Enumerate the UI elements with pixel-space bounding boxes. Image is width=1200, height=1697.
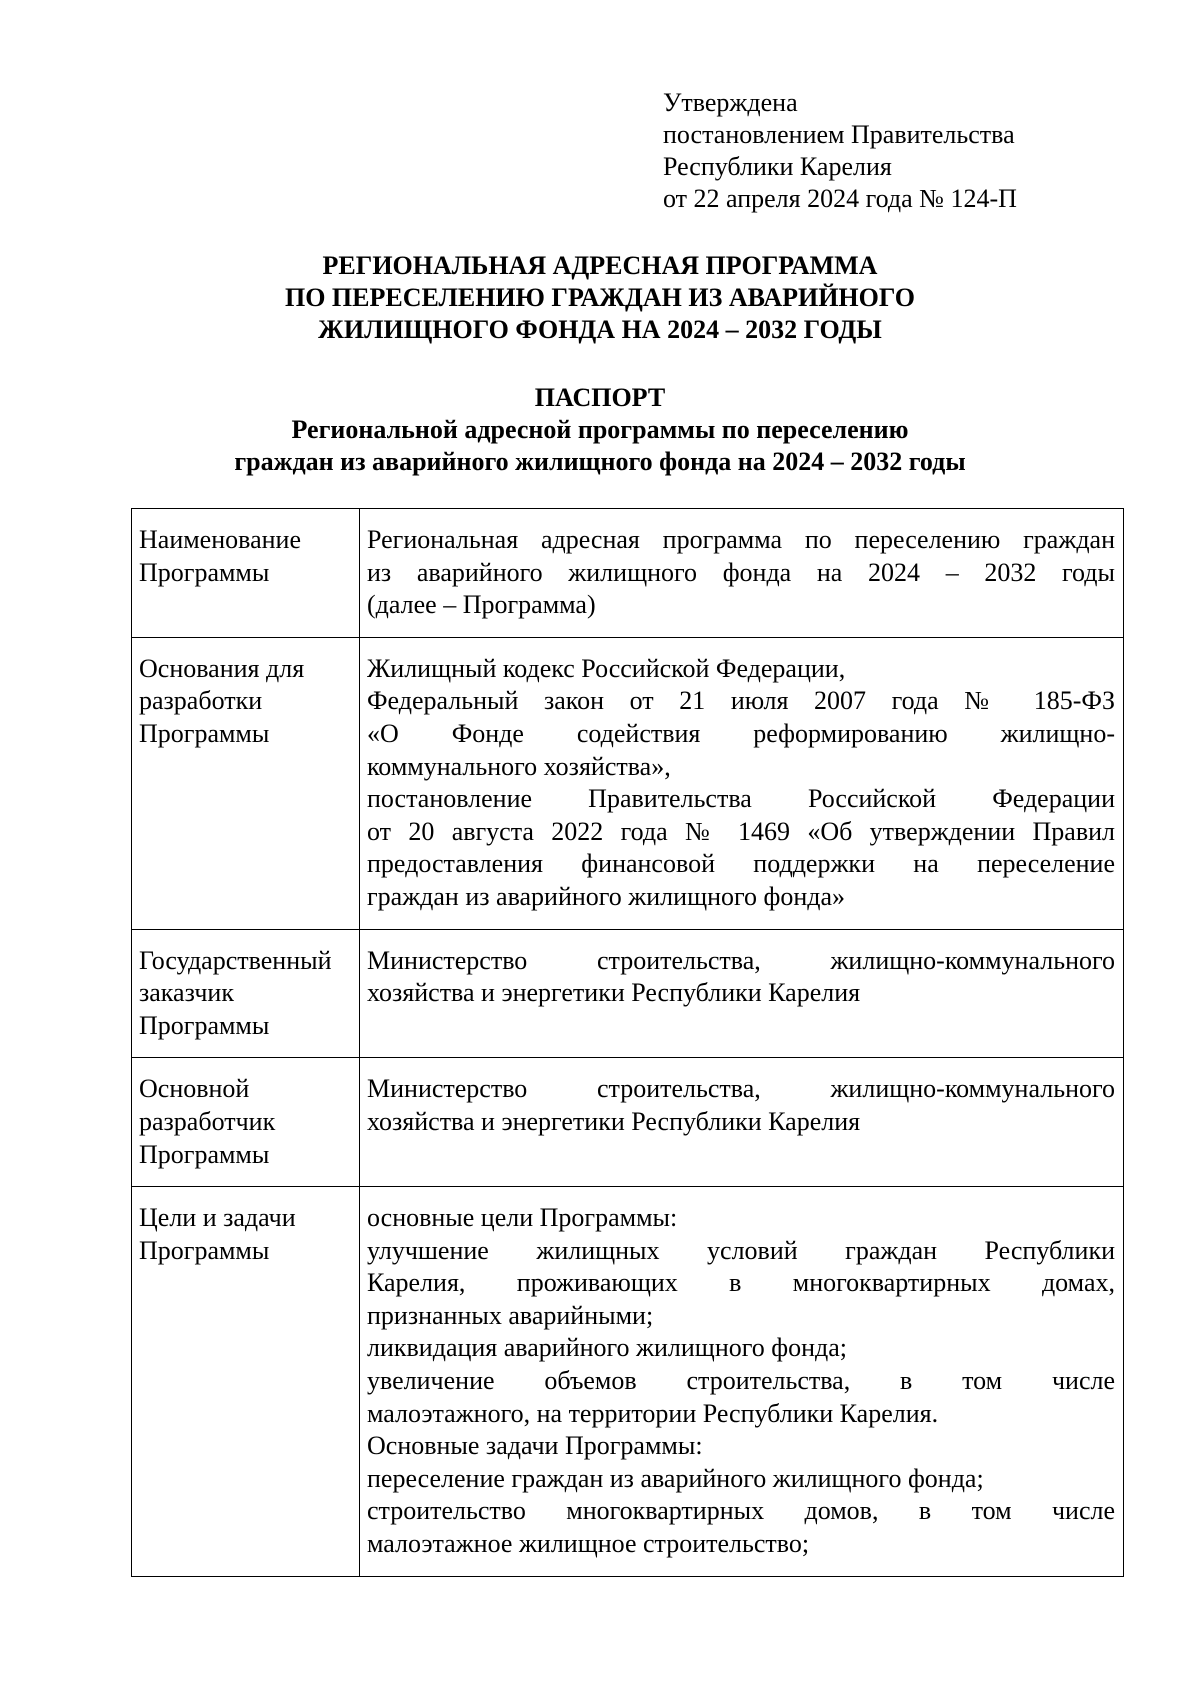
table-row <box>132 509 1124 638</box>
value-line: Министерство строительства, жилищно-коммунального <box>367 1074 1115 1104</box>
value-line: малоэтажного, на территории Республики Карелия. <box>367 1398 939 1428</box>
table-row <box>132 1058 1124 1187</box>
value-line: признанных аварийными; <box>367 1300 654 1330</box>
label-line: Цели и задачи <box>139 1203 296 1233</box>
value-line: постановление Правительства Российской Федерации <box>367 784 1115 814</box>
label-line: Программы <box>139 1235 270 1265</box>
row-label-cell <box>132 509 360 638</box>
value-line: из аварийного жилищного фонда на 2024 – 2032 годы <box>367 557 1115 587</box>
value-line: основные цели Программы: <box>367 1203 678 1233</box>
passport-subtitle <box>100 414 1100 478</box>
row-value-cell <box>360 637 1124 929</box>
approval-block <box>663 87 1017 215</box>
passport-heading: ПАСПОРТ <box>534 383 666 412</box>
value-line: Карелия, проживающих в многоквартирных домах, <box>367 1268 1115 1298</box>
label-line: Государственный <box>139 945 332 975</box>
row-value-cell <box>360 1058 1124 1187</box>
label-line: Наименование <box>139 525 301 554</box>
row-label-cell <box>132 929 360 1058</box>
approval-date-line: от 22 апреля 2024 года № 124-П <box>663 184 1017 213</box>
subtitle-line: Региональной адресной программы по переселению <box>291 415 909 444</box>
label-line: Основания для <box>139 653 305 683</box>
program-title <box>100 250 1100 346</box>
row-value-cell <box>360 509 1124 638</box>
value-line: Федеральный закон от 21 июля 2007 года № 185-ФЗ <box>367 686 1115 716</box>
row-value-cell <box>360 929 1124 1058</box>
table-row <box>132 637 1124 929</box>
value-line: коммунального хозяйства», <box>367 751 671 781</box>
value-line: увеличение объемов строительства, в том числе <box>367 1366 1115 1396</box>
title-line: ПО ПЕРЕСЕЛЕНИЮ ГРАЖДАН ИЗ АВАРИЙНОГО <box>284 283 916 312</box>
value-line: граждан из аварийного жилищного фонда» <box>367 881 846 911</box>
label-line: Программы <box>139 718 270 748</box>
label-line: разработчик <box>139 1106 276 1136</box>
title-line: ЖИЛИЩНОГО ФОНДА НА 2024 – 2032 ГОДЫ <box>318 315 882 344</box>
value-line: Жилищный кодекс Российской Федерации, <box>367 653 846 683</box>
value-line: хозяйства и энергетики Республики Карелия <box>367 978 861 1008</box>
value-line: Основные задачи Программы: <box>367 1431 703 1461</box>
approval-line: Республики Карелия <box>663 152 892 181</box>
value-line: «О Фонде содействия реформированию жилищно- <box>367 718 1115 748</box>
value-line: малоэтажное жилищное строительство; <box>367 1529 810 1559</box>
table-row <box>132 1187 1124 1577</box>
row-value-cell <box>360 1187 1124 1577</box>
label-line: Программы <box>139 1139 270 1169</box>
value-line: (далее – Программа) <box>367 590 596 620</box>
subtitle-line: граждан из аварийного жилищного фонда на 2024 – 2032 годы <box>234 447 966 476</box>
passport-table <box>131 508 1124 1577</box>
label-line: разработки <box>139 686 263 716</box>
approval-line: Утверждена <box>663 88 798 117</box>
row-label-cell <box>132 637 360 929</box>
value-line: переселение граждан из аварийного жилищного фонда; <box>367 1463 984 1493</box>
value-line: Министерство строительства, жилищно-коммунального <box>367 945 1115 975</box>
approval-line: постановлением Правительства <box>663 120 1015 149</box>
label-line: Основной <box>139 1074 250 1104</box>
value-line: строительство многоквартирных домов, в том числе <box>367 1496 1115 1526</box>
row-label-cell <box>132 1187 360 1577</box>
value-line: от 20 августа 2022 года № 1469 «Об утверждении Правил <box>367 816 1115 846</box>
value-line: предоставления финансовой поддержки на переселение <box>367 849 1115 879</box>
table-row <box>132 929 1124 1058</box>
value-line: улучшение жилищных условий граждан Республики <box>367 1235 1115 1265</box>
title-line: РЕГИОНАЛЬНАЯ АДРЕСНАЯ ПРОГРАММА <box>322 251 878 280</box>
row-label-cell <box>132 1058 360 1187</box>
value-line: Региональная адресная программа по переселению граждан <box>367 525 1115 554</box>
label-line: заказчик <box>139 978 234 1008</box>
label-line: Программы <box>139 557 270 587</box>
value-line: хозяйства и энергетики Республики Карелия <box>367 1106 861 1136</box>
value-line: ликвидация аварийного жилищного фонда; <box>367 1333 848 1363</box>
label-line: Программы <box>139 1010 270 1040</box>
